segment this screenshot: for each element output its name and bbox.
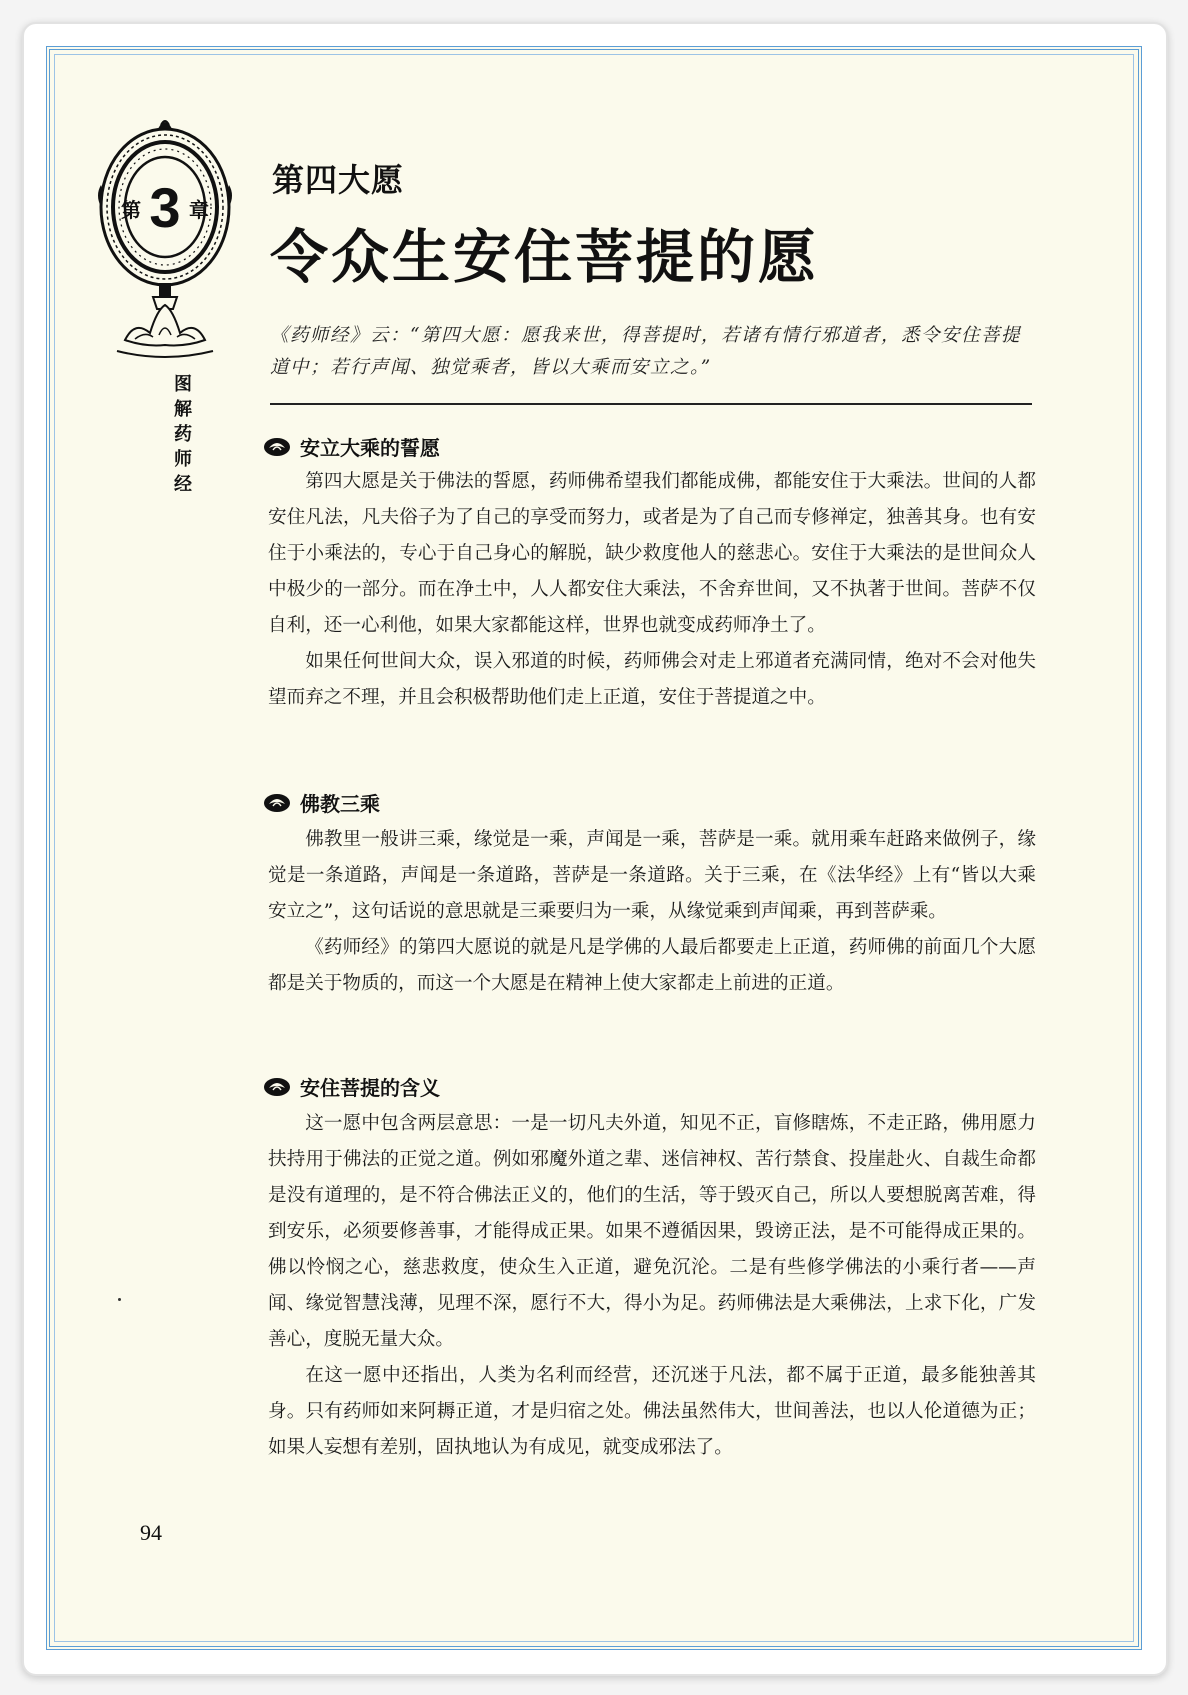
paragraph: 在这一愿中还指出，人类为名利而经营，还沉迷于凡法，都不属于正道，最多能独善其身。只有药师如来阿耨正道，才是归宿之处。佛法虽然伟大，世间善法，也以人伦道德为正；如果人妄想有差别，固执地认为有成见，就变成邪法了。 (268, 1365, 1036, 1458)
medallion-ornament (98, 121, 232, 357)
section-body (268, 464, 1036, 716)
lotus-bullet-icon (262, 1076, 292, 1098)
section-heading-text: 安立大乘的誓愿 (300, 436, 440, 460)
paragraph: 第四大愿是关于佛法的誓愿，药师佛希望我们都能成佛，都能安住于大乘法。世间的人都安住凡法，凡夫俗子为了自己的享受而努力，或者是为了自己而专修禅定，独善其身。也有安住于小乘法的，专心于自己身心的解脱，缺少救度他人的慈悲心。安住于大乘法的是世间众人中极少的一部分。而在净土中，人人都安住大乘法，不舍弃世间，又不执著于世间。菩萨不仅自利，还一心利他，如果大家都能这样，世界也就变成药师净土了。 (268, 471, 1036, 636)
side-label-char: 图 (174, 374, 192, 395)
chapter-medallion (95, 95, 235, 365)
chapter-number: 3 (149, 176, 181, 239)
paragraph: 如果任何世间大众，误入邪道的时候，药师佛会对走上邪道者充满同情，绝对不会对他失望而弃之不理，并且会积极帮助他们走上正道，安住于菩提道之中。 (268, 651, 1036, 708)
section-heading (262, 1072, 440, 1101)
divider-rule (270, 403, 1032, 405)
vow-title: 令众生安住菩提的愿 (270, 223, 820, 291)
side-label-char: 解 (174, 399, 192, 420)
side-label-char: 经 (174, 474, 192, 495)
section-heading-text: 佛教三乘 (300, 792, 380, 816)
sutra-quote: 《药师经》云：“第四大愿：愿我来世，得菩提时，若诸有情行邪道者，悉令安住菩提道中；若行声闻、独觉乘者，皆以大乘而安立之。” (270, 325, 1021, 378)
paragraph: 这一愿中包含两层意思：一是一切凡夫外道，知见不正，盲修瞎炼，不走正路，佛用愿力扶持用于佛法的正觉之道。例如邪魔外道之辈、迷信神权、苦行禁食、投崖赴火、自裁生命都是没有道理的，是不符合佛法正义的，他们的生活，等于毁灭自己，所以人要想脱离苦难，得到安乐，必须要修善事，才能得成正果。如果不遵循因果，毁谤正法，是不可能得成正果的。佛以怜悯之心，慈悲救度，使众生入正道，避免沉沦。二是有些修学佛法的小乘行者——声闻、缘觉智慧浅薄，见理不深，愿行不大，得小为足。药师佛法是大乘佛法，上求下化，广发善心，度脱无量大众。 (268, 1113, 1036, 1350)
chapter-prefix: 第 (121, 198, 141, 222)
section-heading (262, 788, 380, 817)
section-body (268, 1106, 1036, 1466)
page-number: 94 (140, 1520, 162, 1545)
side-label-char: 师 (174, 449, 192, 470)
paragraph: 《药师经》的第四大愿说的就是凡是学佛的人最后都要走上正道，药师佛的前面几个大愿都是关于物质的，而这一个大愿是在精神上使大家都走上前进的正道。 (268, 937, 1036, 994)
vow-subtitle: 第四大愿 (272, 161, 405, 199)
lotus-bullet-icon (262, 792, 292, 814)
chapter-suffix: 章 (189, 198, 209, 222)
section-body (268, 822, 1036, 1002)
side-label-char: 药 (174, 424, 192, 445)
paragraph: 佛教里一般讲三乘，缘觉是一乘，声闻是一乘，菩萨是一乘。就用乘车赶路来做例子，缘觉是一条道路，声闻是一条道路，菩萨是一条道路。关于三乘，在《法华经》上有“皆以大乘安立之”，这句话说的意思就是三乘要归为一乘，从缘觉乘到声闻乘，再到菩萨乘。 (268, 829, 1036, 922)
lotus-bullet-icon (262, 436, 292, 458)
side-book-title (168, 372, 198, 497)
stray-mark (118, 1298, 121, 1301)
section-heading (262, 432, 440, 461)
section-heading-text: 安住菩提的含义 (300, 1076, 440, 1100)
